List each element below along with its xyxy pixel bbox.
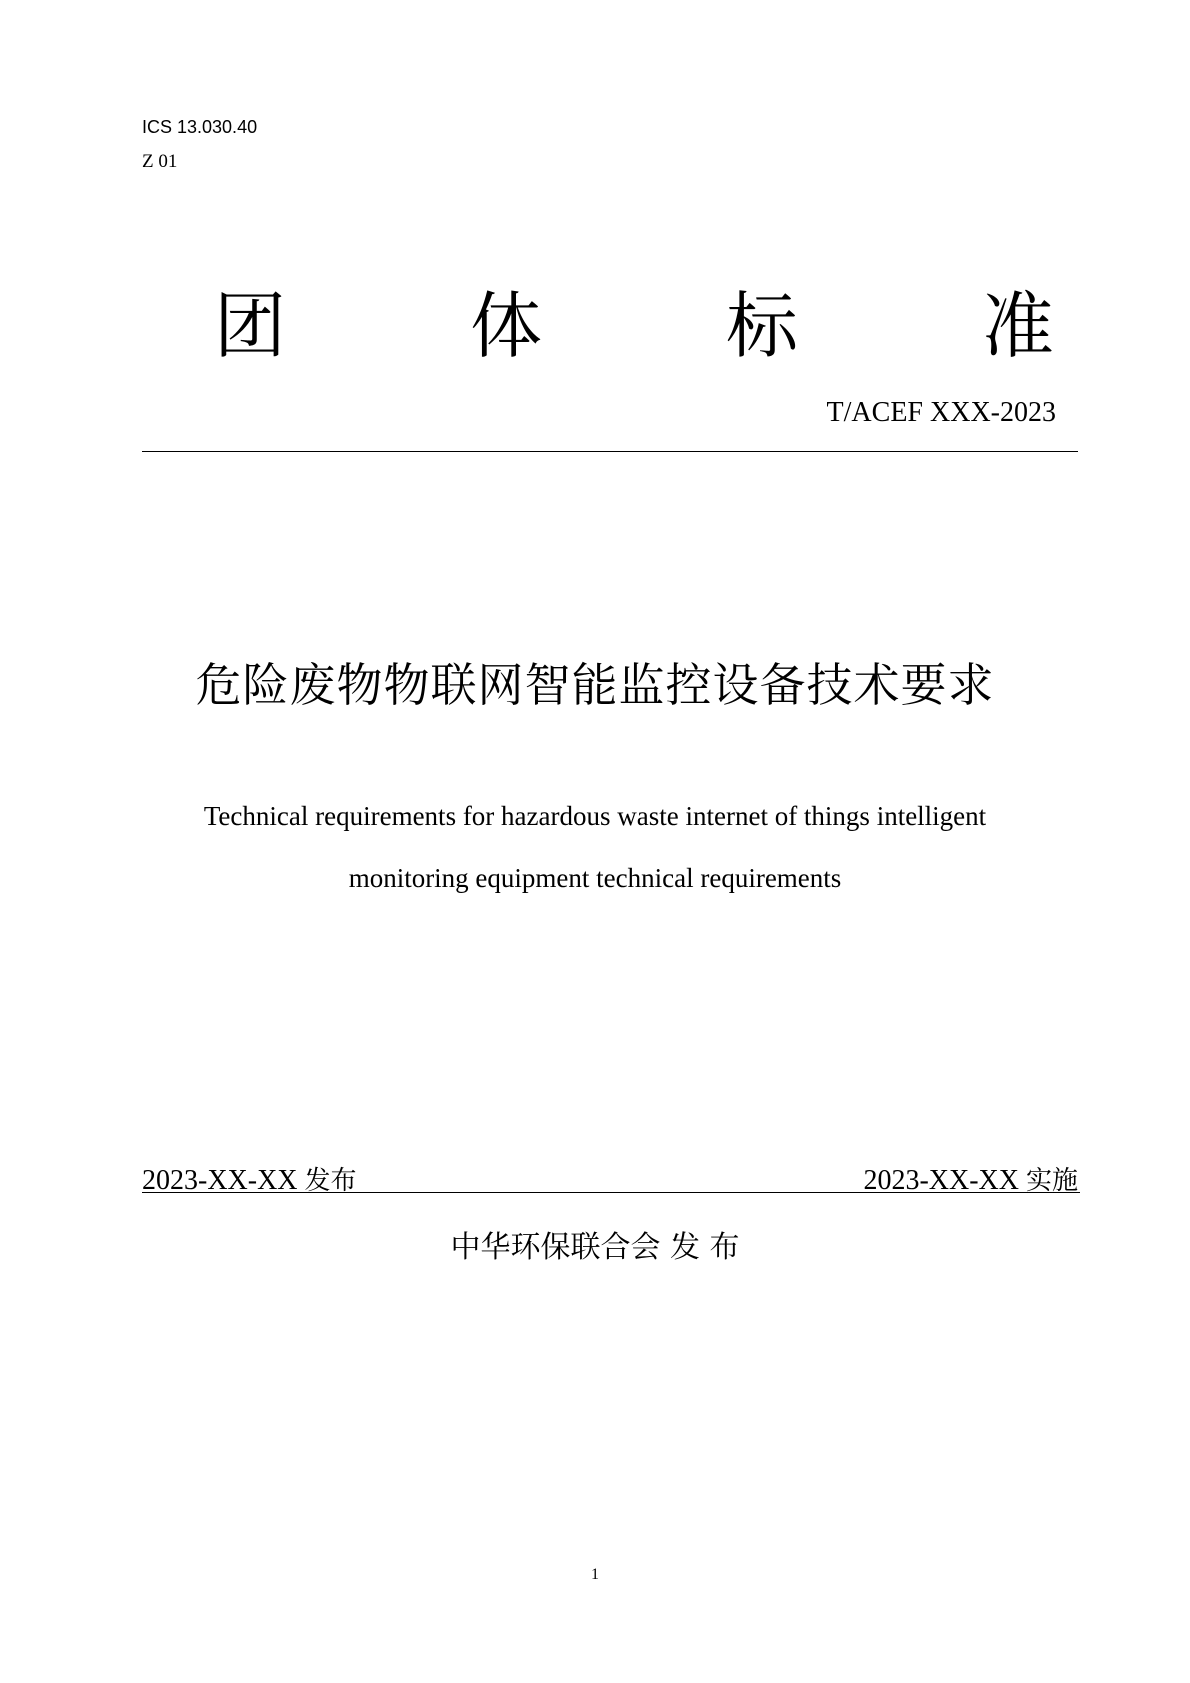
publish-label: 发布 — [304, 1166, 357, 1196]
implement-label: 实施 — [1025, 1166, 1078, 1196]
chinese-title: 危险废物物联网智能监控设备技术要求 — [195, 658, 995, 712]
ics-code: ICS 13.030.40 — [142, 117, 258, 137]
english-title — [0, 785, 1190, 909]
page-number: 1 — [591, 1566, 599, 1583]
publish-date: 2023-XX-XX — [142, 1165, 298, 1196]
standard-type-char: 标 — [725, 284, 798, 368]
standard-type-heading — [214, 284, 1054, 368]
standard-type-char: 准 — [981, 284, 1054, 368]
english-title-line: monitoring equipment technical requirements — [348, 863, 842, 893]
ccs-code: Z 01 — [142, 151, 178, 172]
implement-date: 2023-XX-XX — [863, 1165, 1019, 1196]
english-title-line: Technical requirements for hazardous waste internet of things intelligent — [203, 801, 987, 831]
publisher: 中华环保联合会 发 布 — [450, 1230, 740, 1265]
standard-type-char: 团 — [214, 284, 287, 368]
standard-code: T/ACEF XXX-2023 — [826, 397, 1056, 428]
top-divider — [142, 451, 1078, 452]
standard-type-char: 体 — [469, 284, 542, 368]
bottom-divider — [142, 1192, 1080, 1193]
